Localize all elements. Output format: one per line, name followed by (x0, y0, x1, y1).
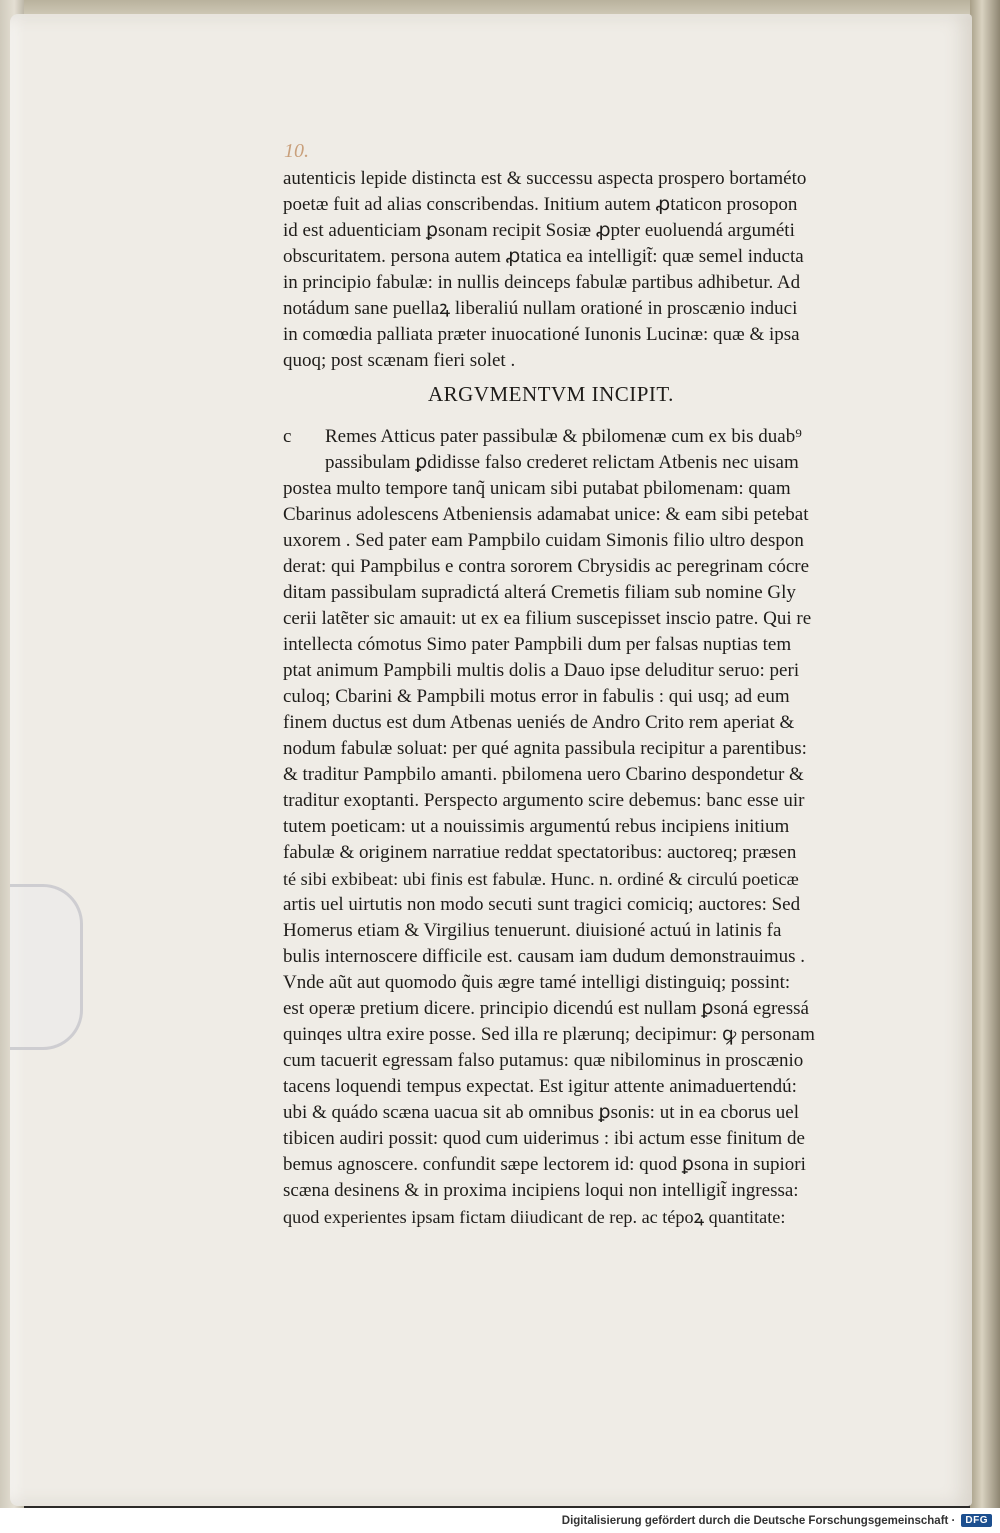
book-right-edge (970, 0, 1000, 1508)
text-line: Homerus etiam & Virgilius tenuerunt. diuisioné actuú in latinis fa (283, 920, 782, 941)
text-line: bulis internoscere difficile est. causam iam dudum demonstrauimus . (283, 946, 806, 967)
text-line: té sibi exbibeat: ubi finis est fabulæ. Hunc. n. ordiné & circulú poeticæ (283, 869, 799, 889)
text-line: artis uel uirtutis non modo secuti sunt tragici comiciq; auctores: Sed (283, 894, 801, 915)
text-line: finem ductus est dum Atbenas ueniés de Andro Crito rem aperiat & (283, 712, 795, 733)
argument-first-line (283, 424, 873, 450)
text-line: est operæ pretium dicere. principio dicendú est nullam ꝑsoná egressá (283, 998, 809, 1019)
text-line: quoq; post scænam fieri solet . (283, 350, 516, 371)
text-line: derat: qui Pampbilus e contra sororem Cbrysidis ac peregrinam cócre (283, 556, 810, 577)
text-line: ubi & quádo scæna uacua sit ab omnibus ꝑsonis: ut in ea cborus uel (283, 1102, 800, 1123)
digitization-footer (0, 1508, 1000, 1533)
dfg-logo: DFG (961, 1514, 992, 1527)
text-line: bemus agnoscere. confundit sæpe lectorem id: quod ꝑsona in supiori (283, 1154, 806, 1175)
text-line: tacens loquendi tempus expectat. Est igitur attente animaduertendú: (283, 1076, 797, 1097)
text-line: & traditur Pampbilo amanti. pbilomena uero Cbarino despondetur & (283, 764, 804, 785)
text-line: id est aduenticiam ꝑsonam recipit Sosiæ ꝓpter euoluendá arguméti (283, 220, 795, 241)
text-line: poetæ fuit ad alias conscribendas. Initium autem ꝓtaticon prosopon (283, 194, 798, 215)
text-line: traditur exoptanti. Perspecto argumento scire debemus: banc esse uir (283, 790, 805, 811)
folio-number: 10. (284, 140, 309, 162)
section-heading: ARGVMENTVM INCIPIT. (428, 382, 674, 406)
text-line: quinqes ultra exire posse. Sed illa re plærunq; decipimur: ꝙ personam (283, 1024, 815, 1045)
text-line: nodum fabulæ soluat: per qué agnita passibula recipitur a parentibus: (283, 738, 807, 759)
text-line: intellecta cómotus Simo pater Pampbili dum per falsas nuptias tem (283, 634, 792, 655)
footer-credit: Digitalisierung gefördert durch die Deutsche Forschungsgemeinschaft · (561, 1514, 956, 1527)
text-line: tibicen audiri possit: quod cum uiderimus : ibi actum esse finitum de (283, 1128, 805, 1149)
text-line: tutem poeticam: ut a nouissimis argumentú rebus incipiens initium (283, 816, 790, 837)
initial-letter: c (283, 426, 292, 447)
text-line: autenticis lepide distincta est & successu aspecta prospero bortaméto (283, 168, 807, 189)
text-line: in principio fabulæ: in nullis deinceps fabulæ partibus adhibetur. Ad (283, 272, 801, 293)
text-line: quod experientes ipsam fictam diiudicant de rep. ac tépoꝝ quantitate: (283, 1207, 786, 1227)
text-line: uxorem . Sed pater eam Pampbilo cuidam Simonis filio ultro despon (283, 530, 804, 551)
main-text-block (283, 166, 873, 1230)
text-line: Cbarinus adolescens Atbeniensis adamabat unice: & eam sibi petebat (283, 504, 809, 525)
text-line: in comœdia palliata præter inuocationé Iunonis Lucinæ: quæ & ipsa (283, 324, 800, 345)
text-line: notádum sane puellaꝝ liberaliú nullam orationé in proscænio induci (283, 298, 798, 319)
text-line: fabulæ & originem narratiue reddat spectatoribus: auctoreq; præsen (283, 842, 797, 863)
text-line: cum tacuerit egressam falso putamus: quæ nibilominus in proscænio (283, 1050, 804, 1071)
text-line: scæna desinens & in proxima incipiens loqui non intelligit̃ ingressa: (283, 1180, 799, 1201)
text-line: ditam passibulam supradictá alterá Cremetis filiam sub nomine Gly (283, 582, 796, 603)
text-line: Vnde aũt aut quomodo q̃uis ægre tamé intelligi distinguiq; possint: (283, 972, 791, 993)
text-line: cerii latẽter sic amauit: ut ex ea filium suscepisset inscio patre. Qui re (283, 608, 812, 629)
text-line: obscuritatem. persona autem ꝓtatica ea intelligit̃: quæ semel inducta (283, 246, 804, 267)
text-line: passibulam ꝑdidisse falso crederet relictam Atbenis nec uisam (325, 452, 799, 473)
text-line: postea multo tempore tanq̃ unicam sibi putabat pbilomenam: quam (283, 478, 791, 499)
prologue-paragraph (283, 166, 873, 374)
page-clip (10, 884, 83, 1050)
argument-paragraph (283, 424, 873, 1230)
text-line: culoq; Cbarini & Pampbili motus error in fabulis : qui usq; ad eum (283, 686, 790, 707)
text-line: ptat animum Pampbili multis dolis a Dauo ipse deluditur seruo: peri (283, 660, 800, 681)
text-line: Remes Atticus pater passibulæ & pbilomenæ cum ex bis duab⁹ (325, 426, 802, 447)
